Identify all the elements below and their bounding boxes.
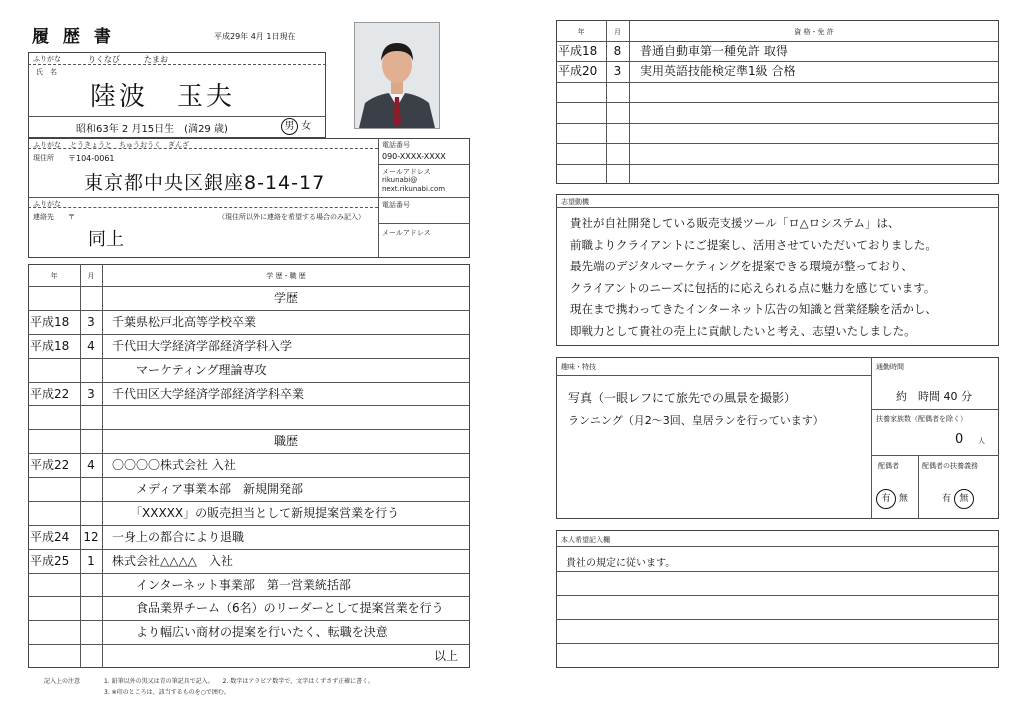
email-label: メールアドレス [382, 168, 431, 176]
history-row-year: 平成22 [30, 386, 70, 401]
motivation-label: 志望動機 [561, 198, 589, 206]
history-row-year: 平成24 [30, 529, 70, 544]
history-row-text: 千代田大学経済学部経済学科入学 [112, 338, 293, 353]
contact-label: 連絡先 [33, 213, 54, 221]
history-row-text: メディア事業本部 新規開発部 [112, 482, 304, 496]
dependents-value: 0 [955, 432, 964, 447]
spouse-support-yes-option: 有 [942, 494, 952, 504]
spouse-yes-option: 有 [876, 489, 896, 509]
address-furigana-label: ふりがな [33, 141, 61, 149]
history-row-text: 「XXXXX」の販売担当として新規提案営業を行う [112, 505, 400, 520]
history-row-text: より幅広い商材の提案を行いたく、転職を決意 [112, 625, 388, 640]
history-row-text: 職歴 [273, 434, 298, 449]
license-row-month: 8 [613, 44, 622, 58]
history-col-month: 月 [87, 272, 95, 280]
document-date: 平成29年 4月 1日現在 [214, 32, 296, 41]
history-row-text: 千代田区大学経済学部経済学科卒業 [112, 386, 305, 401]
history-row-month: 3 [87, 386, 95, 401]
contact-phone-label: 電話番号 [382, 201, 410, 209]
history-row-month: 12 [83, 529, 99, 544]
request-section [556, 530, 999, 668]
spouse-label: 配偶者 [878, 462, 899, 470]
license-row-divider [556, 102, 999, 103]
history-row-text: 株式会社△△△△ 入社 [112, 553, 233, 568]
name-furigana: りくなび たまお [88, 55, 168, 64]
history-row-divider [28, 405, 470, 406]
hobbies-label: 趣味・特技 [561, 363, 596, 371]
license-col-month: 月 [614, 28, 621, 36]
notes-line1: 1. 鉛筆以外の黒又は青の筆記具で記入。 2. 数字はアラビア数字で、文字はくずさず正確に書く。 [104, 678, 375, 685]
name-furigana-label: ふりがな [33, 55, 61, 63]
history-row-text: 食品業界チーム（6名）のリーダーとして提案営業を行う [112, 601, 444, 616]
phone-value: 090-XXXX-XXXX [382, 152, 446, 161]
notes-label: 記入上の注意 [44, 678, 81, 685]
phone-label: 電話番号 [382, 141, 410, 149]
license-row-year: 平成18 [558, 44, 598, 58]
history-row-text: 学歴 [273, 291, 298, 305]
gender-field [281, 117, 311, 135]
email-value-line1: rikunabi@ [382, 176, 418, 184]
contact-furigana-label: ふりがな [33, 200, 61, 208]
motivation-line: 前職よりクライアントにご提案し、活用させていただいておりました。 [570, 237, 937, 252]
history-row-month: 4 [87, 338, 95, 353]
address-postal: 〒104-0061 [68, 154, 115, 163]
motivation-line: 貴社が自社開発している販売支援ツール「ロ△ロシステム」は、 [570, 216, 900, 230]
spouse-field [876, 489, 908, 509]
history-row-text: インターネット事業部 第一営業統括部 [112, 577, 351, 592]
history-row-month: 3 [87, 314, 95, 329]
commute-label: 通勤時間 [876, 363, 904, 371]
address-value: 東京都中央区銀座8-14-17 [84, 172, 326, 194]
license-row-divider [556, 123, 999, 124]
history-row-year: 平成25 [30, 553, 70, 568]
license-col-title: 資 格・免 許 [794, 28, 834, 36]
contact-value: 同上 [88, 229, 124, 250]
dependents-unit: 人 [978, 437, 985, 445]
history-col-title: 学 歴・職 歴 [266, 272, 306, 280]
spouse-no-option: 無 [898, 494, 908, 504]
license-row-text: 普通自動車第一種免許 取得 [640, 44, 788, 58]
history-row-month: 4 [87, 458, 95, 473]
history-row-text: 以上 [433, 649, 458, 664]
motivation-line: 最先端のデジタルマーケティングを提案できる環境が整っており、 [570, 259, 913, 273]
license-row-text: 実用英語技能検定準1級 合格 [640, 64, 796, 79]
history-row-year: 平成18 [30, 314, 70, 329]
name-label: 氏 名 [36, 68, 57, 76]
history-row-year: 平成18 [30, 338, 70, 353]
license-row-divider [556, 143, 999, 144]
license-row-year: 平成20 [558, 64, 598, 79]
history-row-text: 〇〇〇〇株式会社 入社 [112, 458, 236, 473]
license-row-month: 3 [613, 64, 622, 79]
hobbies-section [556, 357, 999, 519]
hobby-line-2: ランニング（月2〜3回、皇居ランを行っています） [568, 414, 824, 427]
license-row-divider [556, 164, 999, 165]
spouse-support-field [942, 489, 974, 509]
dependents-label: 扶養家族数（配偶者を除く） [876, 415, 967, 423]
document-title: 履 歴 書 [32, 27, 115, 47]
motivation-line: 即戦力として貴社の売上に貢献したいと考え、志望いたしました。 [570, 323, 916, 338]
full-name: 陸波 玉夫 [90, 82, 236, 112]
history-row-text: 千葉県松戸北高等学校卒業 [112, 314, 257, 329]
request-label: 本人希望記入欄 [561, 536, 610, 544]
history-row-year: 平成22 [30, 458, 70, 473]
contact-email-label: メールアドレス [382, 229, 431, 237]
address-furigana: とうきょうと ちゅうおうく ぎんざ [70, 141, 189, 149]
motivation-line: 現在まで携わってきたインターネット広告の知識と営業経験を活かし、 [570, 302, 937, 316]
motivation-line: クライアントのニーズに包括的に応えられる点に魅力を感じています。 [570, 280, 936, 295]
hobby-line-1: 写真（一眼レフにて旅先での風景を撮影） [568, 391, 797, 405]
email-value-line2: next.rikunabi.com [382, 185, 446, 193]
commute-value: 約 時間 40 分 [896, 390, 972, 403]
birth-date: 昭和63年 2 月15日生 (満29 歳) [76, 124, 228, 135]
gender-male-option: 男 [281, 118, 298, 135]
history-col-year: 年 [50, 272, 58, 280]
address-label: 現住所 [33, 154, 54, 162]
history-row-text: マーケティング理論専攻 [112, 362, 267, 377]
gender-female-option: 女 [301, 121, 312, 132]
request-text: 貴社の規定に従います。 [566, 558, 676, 569]
spouse-support-label: 配偶者の扶養義務 [922, 462, 978, 470]
notes-line2: 3. ※印のところは、該当するものを○で囲む。 [104, 689, 230, 696]
license-col-year: 年 [577, 28, 585, 36]
history-row-month: 1 [87, 553, 95, 568]
history-row-text: 一身上の都合により退職 [112, 529, 245, 544]
spouse-support-no-option: 無 [954, 489, 974, 509]
contact-note: （現住所以外に連絡を希望する場合のみ記入） [218, 213, 365, 221]
contact-postal: 〒 [68, 213, 75, 221]
id-photo [354, 22, 440, 129]
